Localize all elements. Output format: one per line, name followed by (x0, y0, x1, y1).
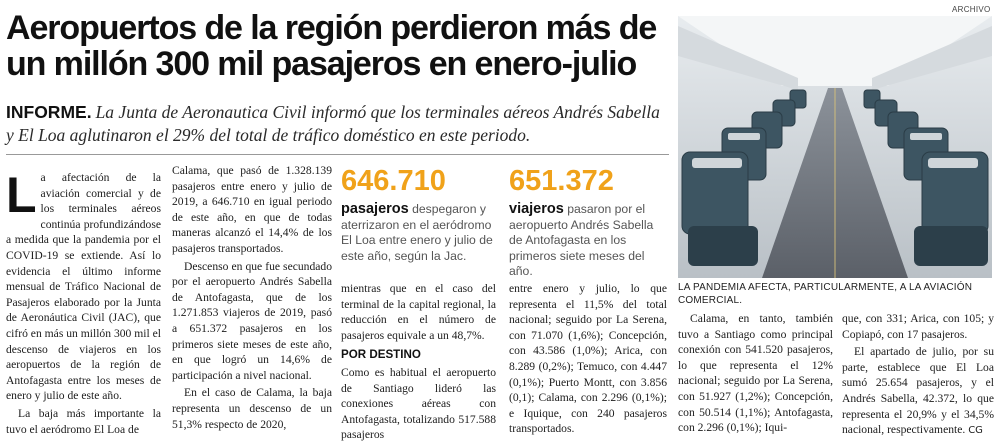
divider (6, 154, 669, 155)
article-column-2 (172, 163, 332, 434)
article-column-4 (509, 281, 667, 439)
stat-lead-1: pasajeros (341, 201, 409, 217)
author-end-mark: CG (968, 425, 983, 437)
col6-paragraph-2: El apartado de julio, por su parte, establece que El Loa sumó 25.654 pasajeros, y el Andrés Sabella, 42.372, lo que representa el 20,9% y el 34,5% nacional, respectivamente. (842, 345, 994, 437)
article-column-6 (842, 311, 994, 441)
headline: Aeropuertos de la región perdieron más de un millón 300 mil pasajeros en enero-julio (6, 9, 657, 83)
aircraft-cabin-image (678, 16, 992, 278)
photo-caption: LA PANDEMIA AFECTA, PARTICULARMENTE, A LA AVIACIÓN COMERCIAL. (678, 282, 973, 306)
col2-paragraph-1: Calama, que pasó de 1.328.139 pasajeros entre enero y julio de 2019, a 646.710 en igual periodo de este año, en que de todas maneras alcanzó el 14,4% de los pasajeros transportados. (172, 164, 332, 255)
col2-paragraph-2: Descenso en que fue secundado por el aeropuerto Andrés Sabella de Antofagasta, que de los 1.271.853 viajeros de 2019, pasó a 651.372 pasajeros en los primeros siete meses de este año, en que logró un 14,6% de participación a nivel nacional. (172, 259, 332, 382)
drop-cap: L (6, 167, 37, 223)
stat-lead-2: viajeros (509, 201, 564, 217)
section-subhead: POR DESTINO (341, 348, 421, 362)
stat-number-2: 651.372 (509, 165, 614, 197)
col1-paragraph-2: La baja más importante la tuvo el aeródromo El Loa de (6, 406, 161, 436)
deck-text: La Junta de Aeronautica Civil informó que los terminales aéreos Andrés Sabella y El Loa aglutinaron el 29% del total de tráfico doméstico en este periodo. (6, 102, 660, 145)
cabin-photo (678, 16, 992, 278)
photo-credit: ARCHIVO (952, 5, 991, 14)
col3-paragraph-1: mientras que en el caso del terminal de la capital regional, la reducción en el número de pasajeros equivale a un 48,7%. (341, 282, 496, 342)
stat-number-1: 646.710 (341, 165, 446, 197)
stat-text-1: despegaron y aterrizaron en el aeródromo El Loa entre enero y julio de este año, según la Jac. (341, 202, 493, 263)
stat-text-2: pasaron por el aeropuerto Andrés Sabella de Antofagasta en los primeros siete meses del año. (509, 202, 654, 279)
stat-description-2 (509, 202, 667, 280)
col1-paragraph-1: a afectación de la aviación comercial y de los terminales aéreos continúa profundizándose a medida que la pandemia por el COVID-19 se extiende. Así lo evidencia el último informe mensual de Tráfico Nacional de Pasajeros elaborado por la Junta de Aeronáutica Civil (JAC), que cifró en más un millón 300 mil el descenso de viajeros en los aeropuertos de la región de Antofagasta entre los meses de enero y julio de este año. (6, 171, 161, 403)
stat-description-1 (341, 202, 496, 264)
article-column-1 (6, 167, 161, 439)
article-column-5 (678, 311, 833, 438)
col2-paragraph-3: En el caso de Calama, la baja representa un descenso de un 51,3% respecto de 2020, (172, 386, 332, 431)
article-column-3 (341, 281, 496, 445)
deck-kicker: INFORME. (6, 102, 92, 122)
deck (6, 101, 671, 147)
col4-paragraph-1: entre enero y julio, lo que representa el 11,5% del total nacional; seguido por La Serena, con 71.070 (1,6%); Concepción, con 43.586 (1,0%); Arica, con 8.289 (0,2%); Temuco, con 4.447 (0,1%); Puerto Montt, con 3.856 (0,1); Calama, con 2.296 (0,1%); e Iquique, con 240 pasajeros transportados. (509, 282, 667, 436)
col6-paragraph-1: que, con 331; Arica, con 105; y Copiapó, con 17 pasajeros. (842, 312, 994, 341)
col3-paragraph-2: Como es habitual el aeropuerto de Santiago lideró las conexiones aéreas con Antofagasta, totalizando 517.588 pasajeros (341, 365, 496, 442)
col5-paragraph-1: Calama, en tanto, también tuvo a Santiago como principal conexión con 541.520 pasajeros, lo que representa el 12% nacional; seguido por La Serena, con 51.927 (1,2%); Concepción, con 50.514 (1,1%); Antofagasta, con 2.296 (0,1%); Iqui- (678, 312, 833, 435)
